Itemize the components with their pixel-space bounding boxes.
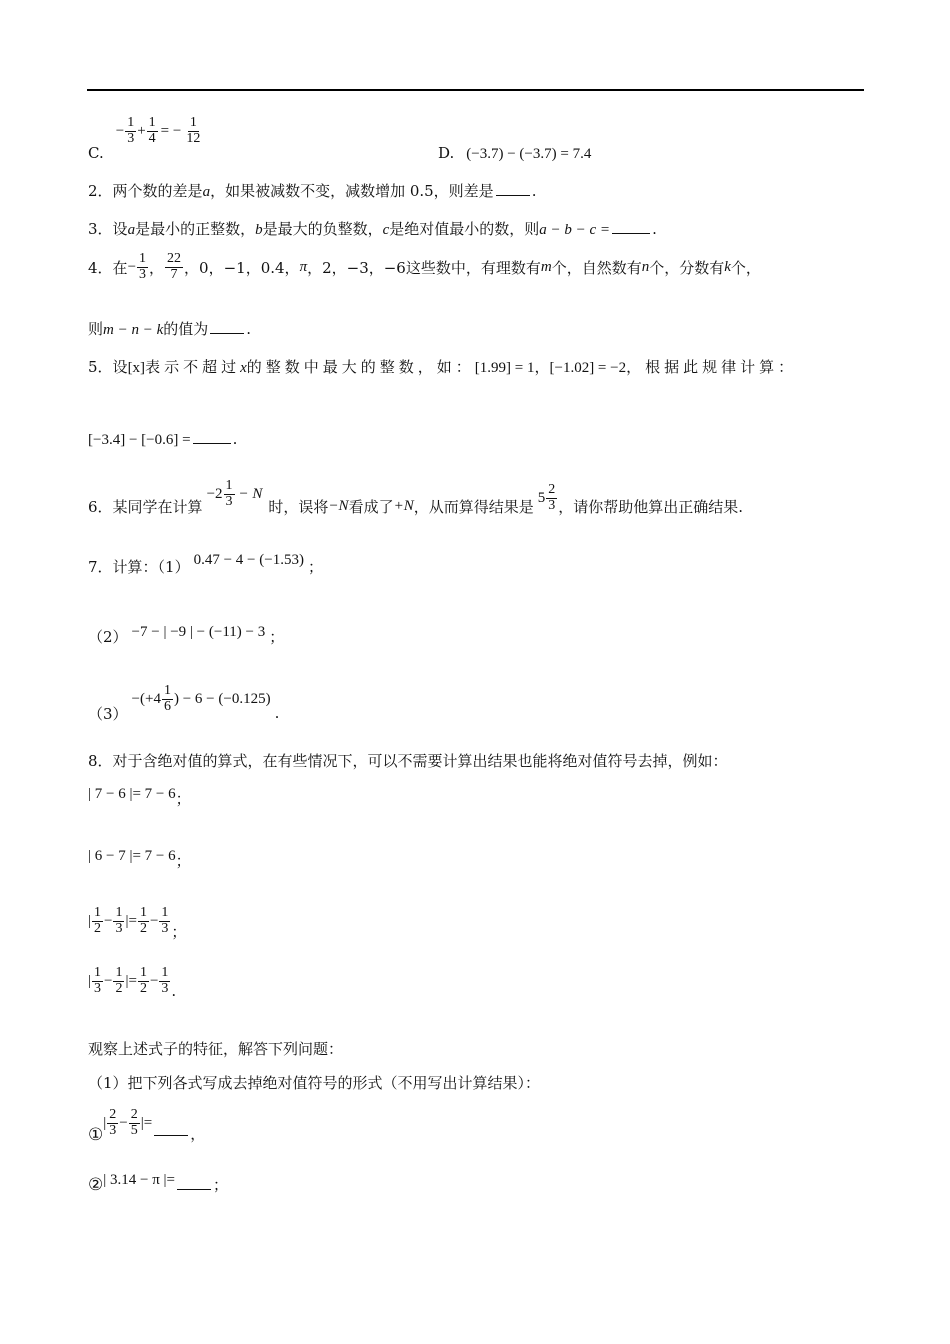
option-c-label: C.: [88, 144, 104, 162]
answer-blank[interactable]: [612, 232, 650, 234]
fraction: $\frac{1}{3}$: [115, 905, 123, 936]
header-rule: [87, 89, 864, 91]
example-2: | 6 − 7 |= 7 − 6 ；: [88, 848, 191, 870]
question-7: 7． 计算：（1） 0.47 − 4 − (−1.53) ；: [88, 552, 323, 576]
fraction: $\frac{1}{2}$: [139, 905, 147, 936]
question-2: 2． 两个数的差是 a ，如果被减数不变，减数增加 0.5，则差是 .: [88, 182, 537, 200]
question-7-part-2: （2） −7 − | −9 | − (−11) − 3 ；: [88, 624, 285, 646]
example-3: | $\frac{1}{2}$ − $\frac{1}{3}$ |= $\frac{1}{2}$ − $\frac{1}{3}$ ；: [88, 905, 187, 941]
option-d: [438, 138, 591, 163]
fraction: $\frac{2}{3}$: [548, 482, 556, 513]
answer-blank[interactable]: [193, 442, 231, 444]
question-3: 3． 设 a 是最小的正整数， b 是最大的负整数， c 是绝对值最小的数，则 a − b − c = .: [88, 220, 657, 238]
question-7-part-3: （3） −(+4 $\frac{1}{6}$ ) − 6 − (−0.125) .: [88, 683, 280, 723]
question-5-cont: [−3.4] − [−0.6] = .: [88, 430, 238, 448]
example-4: | $\frac{1}{3}$ − $\frac{1}{2}$ |= $\frac{1}{2}$ − $\frac{1}{3}$ .: [88, 965, 177, 1001]
example-3-expr: | $\frac{1}{2}$ − $\frac{1}{3}$ |= $\frac{1}{2}$ − $\frac{1}{3}$: [88, 905, 169, 936]
fraction: $\frac{22}{7}$: [167, 251, 182, 282]
option-c: [88, 116, 203, 162]
answer-blank[interactable]: [177, 1188, 211, 1190]
fraction: $\frac{1}{3}$: [94, 965, 102, 996]
fraction: $\frac{2}{3}$: [109, 1107, 117, 1138]
question-4-cont: 则 m − n − k 的值为 .: [88, 320, 252, 338]
observe-instruction: 观察上述式子的特征，解答下列问题：: [88, 1040, 344, 1058]
fraction: $\frac{1}{3}$: [161, 965, 169, 996]
fraction: $\frac{1}{12}$: [186, 115, 201, 146]
example-1: | 7 − 6 |= 7 − 6 ；: [88, 786, 191, 808]
fraction: $\frac{1}{3}$: [139, 251, 147, 282]
fraction: $\frac{1}{2}$: [115, 965, 123, 996]
fraction: $\frac{1}{3}$: [161, 905, 169, 936]
subquestion-2: ② | 3.14 − π |= ；: [88, 1172, 229, 1195]
option-d-expr: (−3.7) − (−3.7) = 7.4: [466, 146, 592, 162]
subquestion-1: ① | $\frac{2}{3}$ − $\frac{2}{5}$ |= ，: [88, 1107, 206, 1146]
answer-blank[interactable]: [154, 1134, 188, 1136]
answer-blank[interactable]: [496, 194, 530, 196]
option-d-label: D.: [438, 144, 455, 162]
question-8: 8． 对于含绝对值的算式，在有些情况下，可以不需要计算出结果也能将绝对值符号去掉，例如：: [88, 752, 728, 770]
option-c-expr: − $\frac{1}{3}$ + $\frac{1}{4}$ = − $\frac{1}{12}$: [115, 115, 201, 146]
question-5: 5．设[x]表示不超过x的整数中最大的整数，如：[1.99] = 1，[−1.02] = −2，根据此规律计算：: [88, 358, 798, 376]
fraction: $\frac{1}{3}$: [225, 478, 233, 509]
question-6: 6． 某同学在计算 −2 $\frac{1}{3}$ − N 时，误将 −N 看成了 +N ，从而算得结果是 5 $\frac{2}{3}$ ，请你帮助他算出正确结果.: [88, 478, 744, 516]
subquestion-1-expr: | $\frac{2}{3}$ − $\frac{2}{5}$ |=: [103, 1107, 153, 1138]
fraction: $\frac{1}{6}$: [163, 683, 171, 714]
part-1-instruction: （1）把下列各式写成去掉绝对值符号的形式（不用写出计算结果）：: [88, 1074, 541, 1092]
example-4-expr: | $\frac{1}{3}$ − $\frac{1}{2}$ |= $\frac{1}{2}$ − $\frac{1}{3}$: [88, 965, 169, 996]
answer-blank[interactable]: [210, 332, 244, 334]
fraction: $\frac{1}{2}$: [94, 905, 102, 936]
fraction: $\frac{2}{5}$: [130, 1107, 138, 1138]
fraction: $\frac{1}{4}$: [148, 115, 156, 146]
fraction: $\frac{1}{3}$: [127, 115, 135, 146]
question-4: 4． 在 − $\frac{1}{3}$ ， $\frac{22}{7}$ ，0，−1，0.4， π ，2，−3，−6 这些数中，有理数有 m 个，自然数有 n 个，分数有 k 个，: [88, 251, 761, 282]
fraction: $\frac{1}{2}$: [139, 965, 147, 996]
